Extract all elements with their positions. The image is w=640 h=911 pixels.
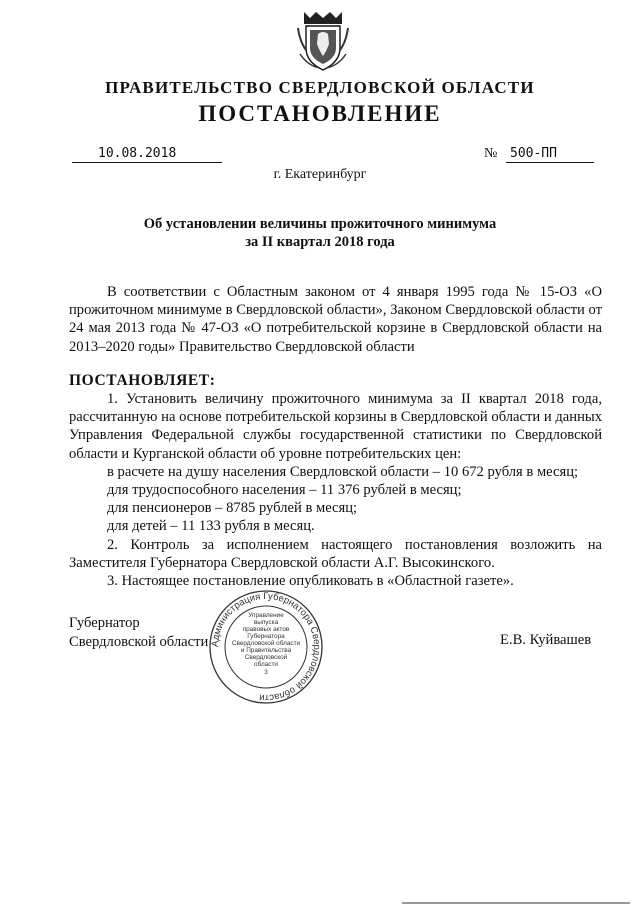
seal-line-9: 3: [264, 669, 268, 676]
official-seal: [207, 588, 325, 706]
preamble: [69, 283, 602, 356]
seal-outer-text: Администрация Губернатора Свердловской области: [209, 590, 323, 704]
resolution-items: [69, 390, 602, 590]
seal-line-6: и Правительства: [240, 647, 292, 654]
seal-line-2: выпуска: [253, 619, 279, 626]
signer-position-line-1: Губернатор: [69, 615, 140, 631]
preamble-text: В соответствии с Областным законом от 4 января 1995 года № 15-ОЗ «О прожиточном минимуме в Свердловской области», Законом Свердловской области от 24 мая 2013 года № 47-ОЗ «О потребительской корзине в Свердловской области на 2013–2020 годы» Правительство Свердловской области: [69, 284, 602, 355]
seal-line-7: Свердловской: [244, 654, 288, 661]
footer-print-mark: [402, 893, 632, 898]
document-type: ПОСТАНОВЛЕНИЕ: [198, 101, 442, 126]
seal-line-8: области: [254, 661, 278, 668]
seal-line-4: Губернатора: [247, 633, 285, 640]
item-1: 1. Установить величину прожиточного минимума за II квартал 2018 года, рассчитанную на основе потребительской корзины в Свердловской области и данных Управления Федеральной службы государственной статистики по Свердловской области и Курганской области об уровне потребительских цен:: [69, 391, 602, 462]
item-1-per-capita: в расчете на душу населения Свердловской области – 10 672 рубля в месяц;: [107, 463, 579, 480]
item-3: 3. Настоящее постановление опубликовать в «Областной газете».: [107, 573, 514, 590]
document-date: 10.08.2018: [72, 146, 222, 163]
seal-line-3: правовых актов: [242, 626, 290, 633]
signer-position: [69, 614, 208, 651]
document-number-block: [484, 146, 598, 163]
organization-name: ПРАВИТЕЛЬСТВО СВЕРДЛОВСКОЙ ОБЛАСТИ: [105, 78, 535, 97]
item-2: 2. Контроль за исполнением настоящего постановления возложить на Заместителя Губернатора Свердловской области А.Г. Высокинского.: [69, 536, 602, 571]
seal-line-1: Управление: [248, 612, 284, 619]
item-1-children: для детей – 11 133 рубля в месяц.: [107, 518, 315, 535]
coat-of-arms-icon: [296, 8, 350, 72]
seal-line-5: Свердловской области: [231, 640, 301, 647]
item-1-pensioners: для пенсионеров – 8785 рублей в месяц;: [107, 500, 358, 517]
title-line-1: Об установлении величины прожиточного минимума: [143, 216, 497, 232]
signer-name: Е.В. Куйвашев: [500, 632, 592, 648]
city: г. Екатеринбург: [273, 167, 367, 182]
resolves-heading: ПОСТАНОВЛЯЕТ:: [69, 372, 216, 389]
signer-position-line-2: Свердловской области: [69, 633, 209, 650]
document-number: 500-ПП: [506, 146, 594, 163]
document-title: [0, 215, 640, 251]
item-1-working-age: для трудоспособного населения – 11 376 рублей в месяц;: [107, 482, 462, 499]
title-line-2: за II квартал 2018 года: [245, 234, 395, 250]
number-sign: №: [484, 146, 498, 161]
